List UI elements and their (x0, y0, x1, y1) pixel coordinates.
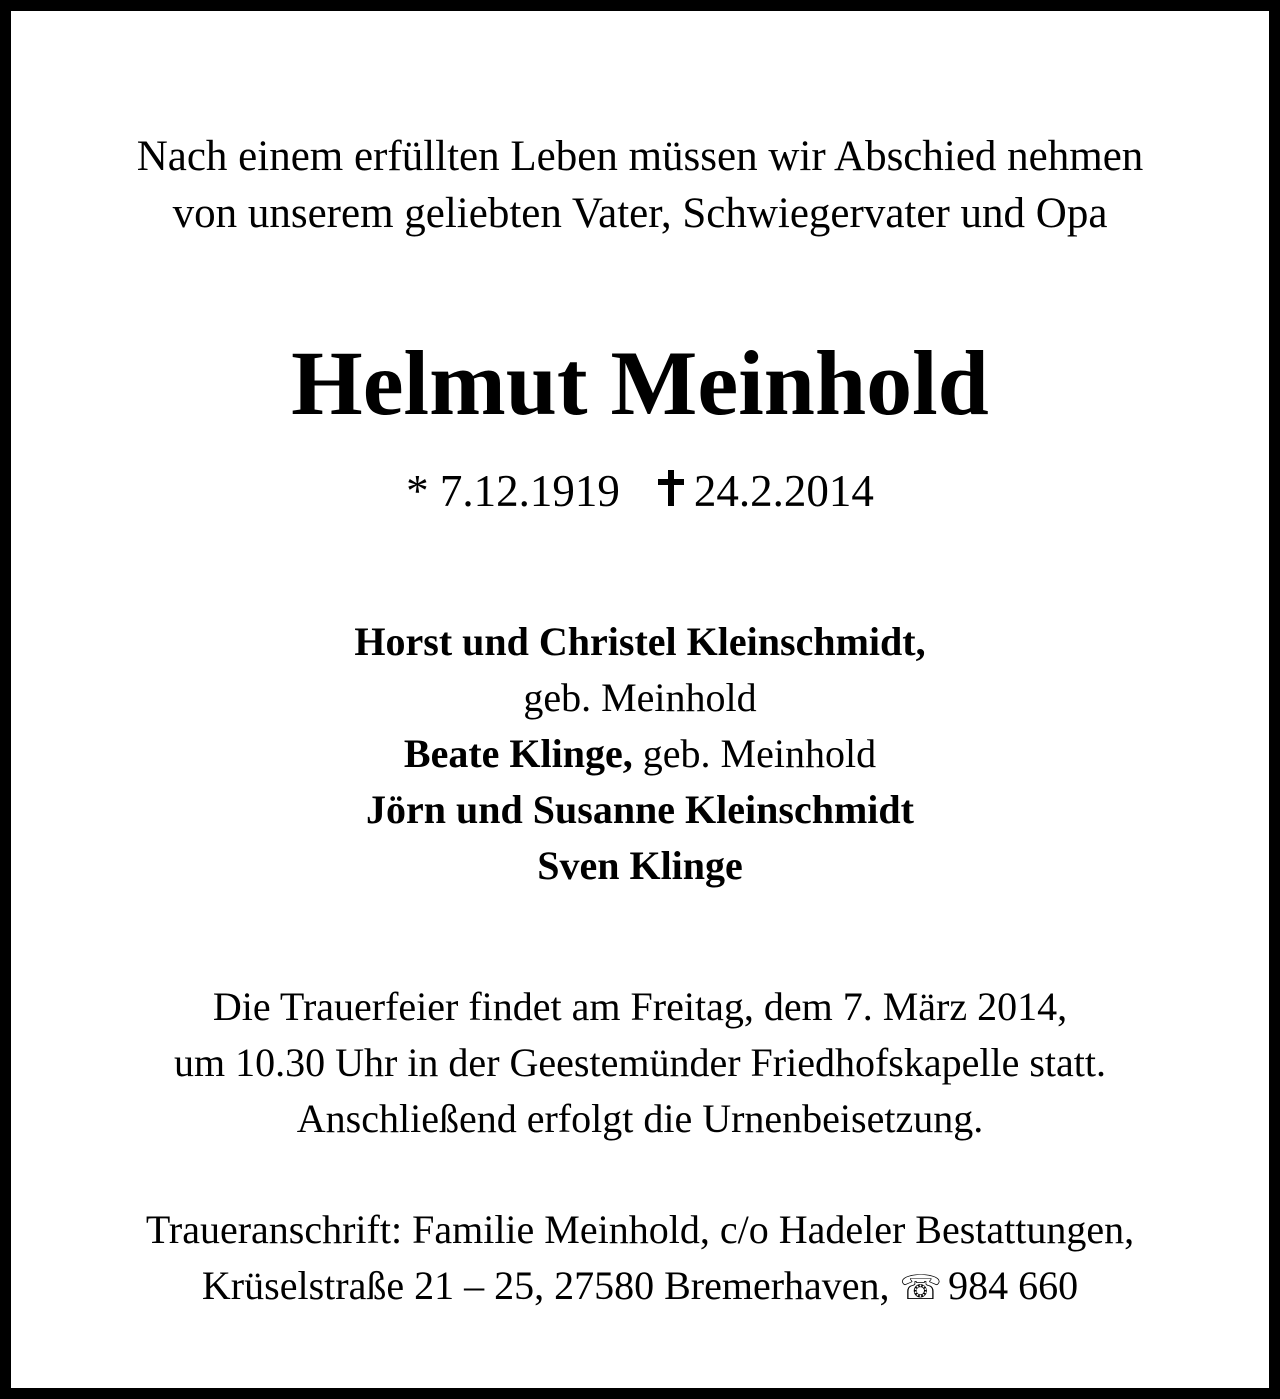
mourner-names-4: Jörn und Susanne Kleinschmidt (366, 787, 914, 832)
mourner-line-2: geb. Meinhold (523, 675, 757, 720)
address-street: Krüselstraße 21 – 25, 27580 Bremerhaven, (201, 1263, 890, 1308)
mourner-line-1 (22, 619, 1258, 664)
mourner-line-3 (22, 731, 1258, 776)
mourner-line-4 (22, 787, 1258, 832)
intro-line-2: von unserem geliebten Vater, Schwiegervater und Opa (172, 190, 1108, 237)
mourner-names-5: Sven Klinge (537, 843, 743, 888)
service-line-3: Anschließend erfolgt die Urnenbeisetzung. (296, 1096, 984, 1141)
service-line-2: um 10.30 Uhr in der Geestemünder Friedhofskapelle statt. (174, 1040, 1106, 1085)
death-date: 24.2.2014 (693, 466, 874, 516)
mourner-names-1: Horst und Christel Kleinschmidt, (354, 619, 926, 664)
deceased-name: Helmut Meinhold (291, 332, 989, 434)
address-line-1: Traueranschrift: Familie Meinhold, c/o Hadeler Bestattungen, (145, 1207, 1135, 1252)
telephone-icon: ☏ (899, 1268, 943, 1308)
mourner-maiden-name-3: geb. Meinhold (632, 731, 877, 776)
mourner-line-5 (22, 843, 1258, 888)
cross-icon (658, 470, 684, 506)
intro-line-1: Nach einem erfüllten Leben müssen wir Abschied nehmen (136, 133, 1144, 180)
address-line-2 (22, 1263, 1258, 1308)
phone-number: 984 660 (948, 1263, 1079, 1308)
birth-date: * 7.12.1919 (406, 466, 620, 516)
mourner-names-3: Beate Klinge, (403, 731, 633, 776)
life-dates (22, 466, 1258, 516)
service-line-1: Die Trauerfeier findet am Freitag, dem 7. März 2014, (212, 984, 1068, 1029)
